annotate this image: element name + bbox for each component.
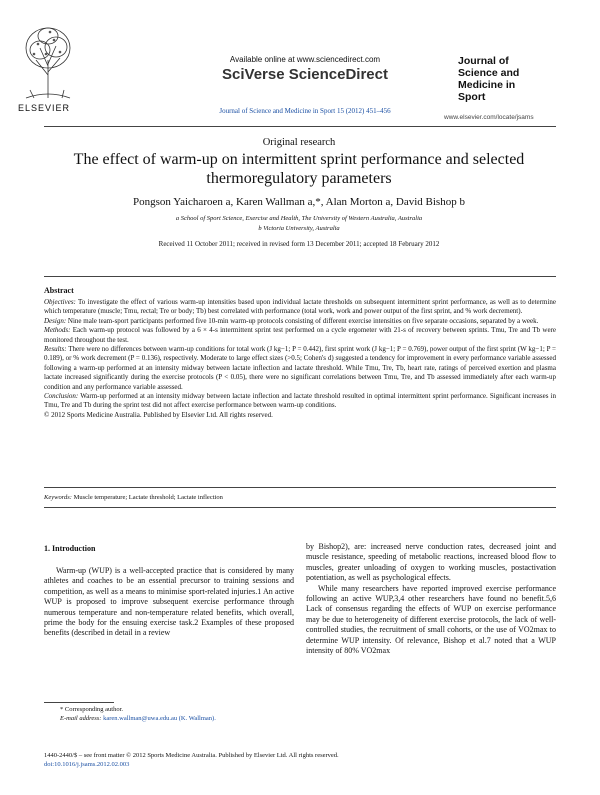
keywords-label: Keywords: [44, 494, 72, 501]
methods-label: Methods: [44, 326, 71, 335]
design-label: Design: [44, 316, 67, 325]
article-title [44, 150, 554, 188]
section-type: Original research [262, 137, 336, 148]
keywords-bottom-rule [44, 507, 556, 508]
conclusion-label: Conclusion: [44, 392, 79, 401]
footnote-rule [44, 702, 114, 703]
objectives-text: To investigate the effect of various warm-up intensities based upon individual lactate thresholds on subsequent intermittent sprint performance, as well as to determine which temperature (muscle; Tmu, rectal; Tre or body; Tb) best correlated with performance (total work, work and power output of the first sprint, and % work decrement). [44, 298, 556, 316]
affiliation-a: a School of Sport Science, Exercise and Health, The University of Western Australia, Australia [175, 215, 423, 222]
methods-text: Each warm-up protocol was followed by a 6 × 4-s intermittent sprint test performed on a cycle ergometer with 21-s of recovery between sprints. Tmu, Tre and Tb were monitored throughout the test. [44, 326, 557, 344]
abstract-methods [44, 326, 556, 345]
email-label: E-mail address: [60, 714, 102, 722]
intro-paragraph: Warm-up (WUP) is a well-accepted practice that is considered by many athletes and coaches to be an essential precursor to training sessions and competition, as well as a means to minimise sport-related injuries.1 An active WUP is proposed to improve subsequent exercise performance through numerous temperature and non-temperature related benefits, which overall, prime the body for the ensuing exercise task.2 Examples of these proposed benefits (described in detail in a review [44, 566, 294, 638]
journal-citation[interactable]: Journal of Science and Medicine in Sport 15 (2012) 451–456 [219, 107, 391, 115]
email-link[interactable]: karen.wallman@uwa.edu.au (K. Wallman). [103, 714, 216, 722]
footnote [44, 706, 294, 723]
keywords-rule [44, 487, 556, 488]
journal-name-line: Science and [458, 67, 520, 79]
abstract-conclusion [44, 392, 556, 411]
intro-paragraph: by Bishop2), are: increased nerve conduction rates, decreased joint and muscle resistance, speeding of metabolic reactions, increased blood flow to muscles, greater unloading of oxygen to working muscles, postactivation potentiation, as well as psychological effects. [306, 542, 556, 583]
doi-link[interactable]: doi:10.1016/j.jsams.2012.02.003 [44, 760, 130, 768]
intro-paragraph: While many researchers have reported improved exercise performance following an active WUP,3,4 other researchers have found no benefit.5,6 Lack of consensus regarding the effects of WUP on exercise performance may be due to heterogeneity of different exercise protocols, the lack of well-controlled studies, the recruitment of small cohorts, or the use of VO2max to determine WUP intensity. Of relevance, Bishop et al.7 noted that a WUP intensity of 80% VO2max [306, 583, 556, 656]
corresponding-author: * Corresponding author. [60, 706, 124, 713]
abstract-copyright: © 2012 Sports Medicine Australia. Published by Elsevier Ltd. All rights reserved. [44, 410, 273, 419]
results-text: There were no differences between warm-up conditions for total work (J kg−1; P = 0.442), first sprint work (J kg−1; P = 0.769), power output of the first sprint (W kg−1; P = 0.189), or % work decrement (P = 0.136), respectively. Moderate to large effect sizes (>0.5; Cohen's d) suggested a tendency for improvement in every performance variable assessed following a warm-up performed at an intensity midway between lactate inflection and lactate threshold. While Tmu, Tre, Tb, heart rate, ratings of perceived exertion and plasma lactate increased significantly during the exercise protocols (P < 0.05), there were no significant correlations between Tmu, Tre, and Tb assessed immediately after each warm-up condition and any performance variable assessed. [44, 345, 556, 391]
title-line: The effect of warm-up on intermittent sprint performance and selected [73, 151, 525, 168]
journal-name-line: Journal of [458, 55, 509, 67]
keywords [44, 494, 554, 501]
journal-name [458, 55, 568, 103]
results-label: Results: [44, 345, 67, 354]
email-line [44, 715, 294, 724]
right-column [306, 542, 556, 656]
journal-name-line: Sport [458, 91, 486, 103]
design-text: Nine male team-sport participants performed five 10-min warm-up protocols consisting of different exercise intensities on five separate occasions, separated by a week. [67, 316, 539, 325]
authors: Pongson Yaicharoen a, Karen Wallman a,*, Alan Morton a, David Bishop b [133, 196, 465, 208]
conclusion-text: Warm-up performed at an intensity midway between lactate inflection and lactate threshold resulted in optimal intermittent sprint performance. Significant increases in Tmu, Tre and Tb during the sprint test did not affect exercise performance between warm-up conditions. [44, 392, 556, 410]
available-online[interactable]: Available online at www.sciencedirect.com [229, 55, 381, 64]
abstract-top-rule [44, 276, 556, 277]
abstract-design [44, 317, 556, 326]
title-line: thermoregulatory parameters [206, 170, 392, 187]
abstract-objectives [44, 298, 556, 317]
abstract-body [44, 298, 556, 420]
received-dates: Received 11 October 2011; received in revised form 13 December 2011; accepted 18 February 2012 [158, 240, 440, 248]
section-heading-introduction: 1. Introduction [44, 544, 96, 553]
left-column [44, 566, 294, 639]
header-rule [44, 126, 556, 127]
journal-url[interactable]: www.elsevier.com/locate/jsams [444, 114, 534, 121]
abstract-heading: Abstract [44, 286, 74, 295]
affiliation-b: b Victoria University, Australia [258, 225, 340, 232]
abstract-results [44, 345, 556, 392]
issn-line: 1440-2440/$ – see front matter © 2012 Sports Medicine Australia. Published by Elsevier Ltd. All rights reserved. [44, 752, 339, 759]
objectives-label: Objectives: [44, 298, 76, 306]
journal-name-line: Medicine in [458, 79, 516, 91]
elsevier-tree-logo [20, 20, 76, 110]
keywords-text: Muscle temperature; Lactate threshold; Lactate inflection [73, 494, 223, 501]
bottom-matter [44, 752, 554, 769]
publisher-name: ELSEVIER [18, 103, 71, 113]
sciverse-logo: SciVerse ScienceDirect [222, 66, 388, 83]
